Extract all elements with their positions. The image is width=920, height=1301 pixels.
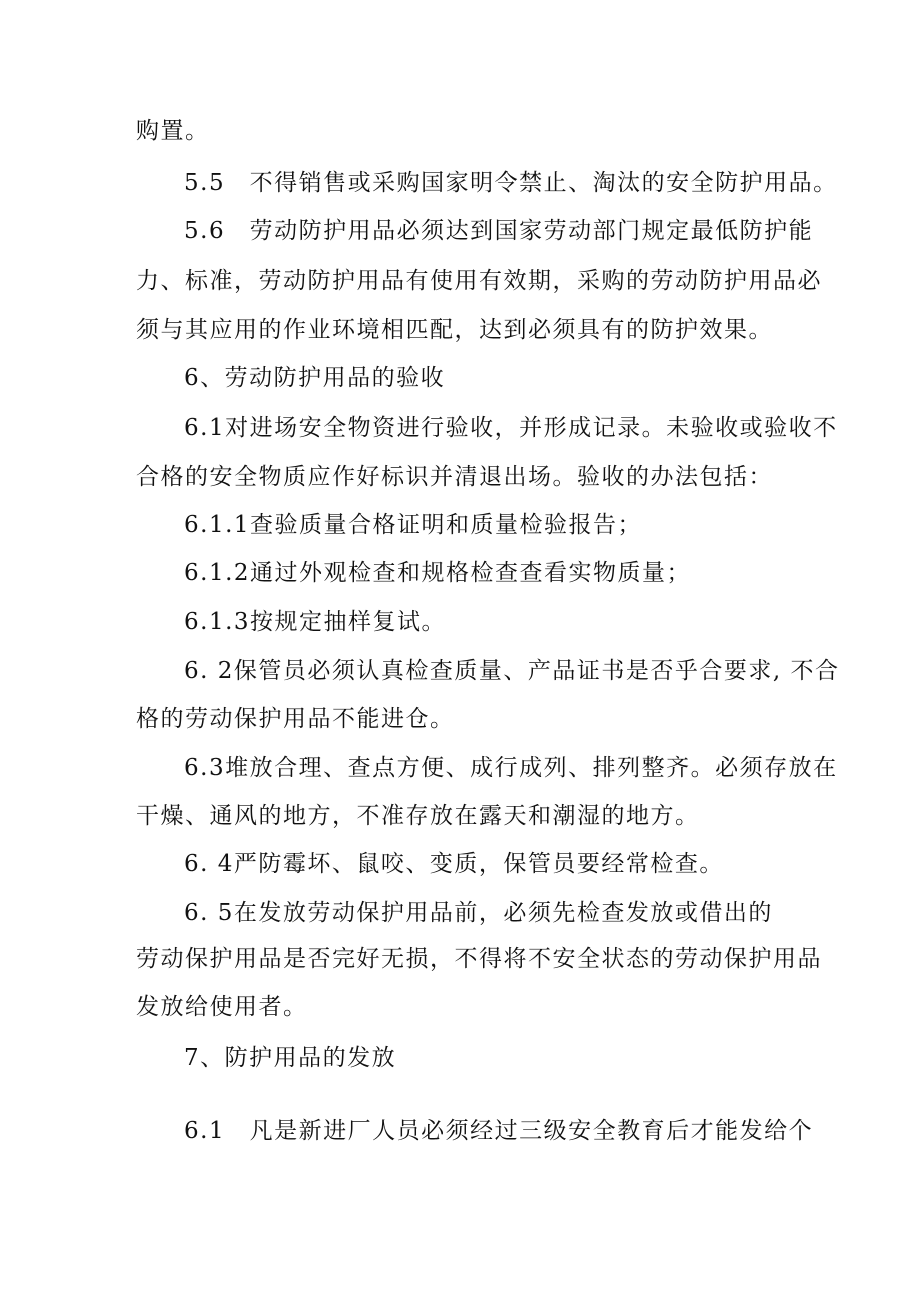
text-line: 6.1.3按规定抽样复试。 [184, 609, 447, 635]
text-line: 发放给使用者。 [136, 994, 308, 1020]
text-line: 购置。 [136, 118, 210, 144]
text-line: 6.1对进场安全物资进行验收，并形成记录。未验收或验收不 [184, 415, 838, 441]
text-line: 5.6 劳动防护用品必须达到国家劳动部门规定最低防护能 [184, 218, 814, 244]
text-line: 5.5 不得销售或采购国家明令禁止、淘汰的安全防护用品。 [184, 170, 838, 196]
section-heading: 7、防护用品的发放 [184, 1045, 397, 1071]
text-line: 6.3堆放合理、查点方便、成行成列、排列整齐。必须存放在 [184, 755, 838, 781]
text-line: 6. 4严防霉坏、鼠咬、变质，保管员要经常检查。 [184, 851, 724, 877]
text-line: 干燥、通风的地方，不准存放在露天和潮湿的地方。 [136, 803, 700, 829]
text-line: 6.1.2通过外观检查和规格检查查看实物质量； [184, 560, 692, 586]
section-heading: 6、劳动防护用品的验收 [184, 365, 446, 391]
text-line: 6.1 凡是新进厂人员必须经过三级安全教育后才能发给个 [184, 1118, 814, 1144]
text-line: 须与其应用的作业环境相匹配，达到必须具有的防护效果。 [136, 317, 773, 343]
text-line: 6. 5在发放劳动保护用品前，必须先检查发放或借出的 [184, 900, 773, 926]
text-line: 格的劳动保护用品不能进仓。 [136, 706, 455, 732]
text-line: 6.1.1查验质量合格证明和质量检验报告； [184, 512, 643, 538]
text-line: 6. 2保管员必须认真检查质量、产品证书是否乎合要求, 不合 [184, 658, 840, 684]
text-line: 合格的安全物质应作好标识并清退出场。验收的办法包括： [136, 464, 773, 490]
text-line: 劳动保护用品是否完好无损，不得将不安全状态的劳动保护用品 [136, 946, 822, 972]
text-line: 力、标准，劳动防护用品有使用有效期，采购的劳动防护用品必 [136, 268, 822, 294]
